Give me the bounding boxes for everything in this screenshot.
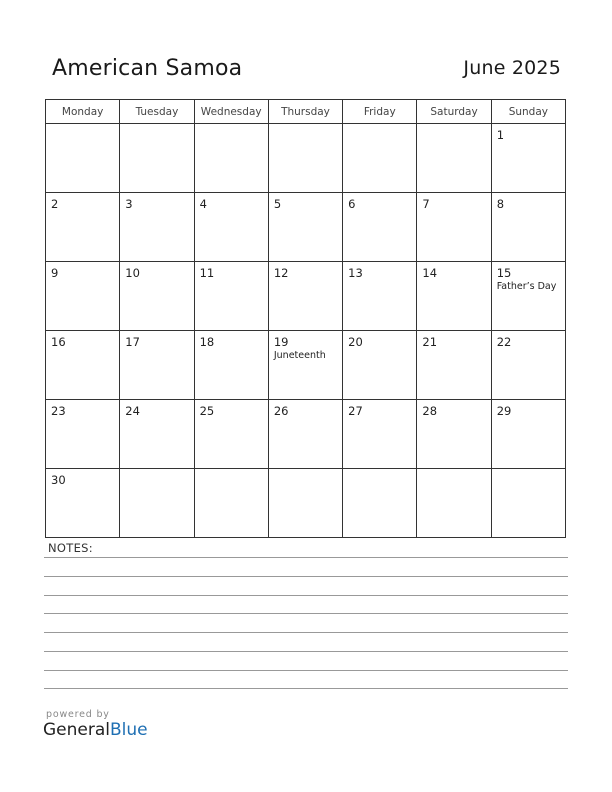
day-cell [194,193,268,262]
day-number: 18 [199,335,215,349]
day-cell [343,124,417,193]
notes-line [44,613,568,614]
day-cell [46,193,120,262]
day-cell [343,331,417,400]
day-cell [46,469,120,538]
week-row [46,124,566,193]
day-cell [46,124,120,193]
day-number: 25 [199,404,215,418]
day-cell [343,400,417,469]
day-number: 12 [273,266,289,280]
day-number: 15 [496,266,512,280]
day-cell [417,469,491,538]
day-number: 3 [125,197,133,211]
day-cell [343,469,417,538]
day-number: 27 [348,404,363,418]
holiday-label: Father’s Day [496,281,557,292]
day-cell [120,400,194,469]
day-cell [491,400,565,469]
calendar-grid [45,99,566,538]
day-cell [194,400,268,469]
calendar-region-title: American Samoa [52,56,243,81]
week-row [46,469,566,538]
weekday-header: Saturday [417,100,491,124]
notes-line [44,595,568,596]
week-row [46,331,566,400]
day-number: 17 [125,335,140,349]
day-cell [268,469,342,538]
day-number: 11 [199,266,215,280]
day-cell [268,124,342,193]
day-cell [491,262,565,331]
week-row [46,193,566,262]
day-cell [194,124,268,193]
weekday-header: Tuesday [120,100,194,124]
day-cell [268,400,342,469]
day-cell [417,400,491,469]
day-number: 5 [273,197,282,211]
day-number: 29 [496,404,512,418]
day-cell [343,262,417,331]
weekday-header: Sunday [491,100,565,124]
week-row [46,262,566,331]
day-cell [343,193,417,262]
notes-line [44,632,568,633]
day-number: 21 [422,335,438,349]
day-cell [194,262,268,331]
day-cell [491,193,565,262]
weekday-header: Monday [46,100,120,124]
weekday-header: Friday [343,100,417,124]
notes-line [44,670,568,671]
day-cell [491,124,565,193]
day-number: 22 [496,335,512,349]
day-number: 9 [51,266,59,280]
day-cell [491,469,565,538]
day-cell [417,124,491,193]
day-cell [417,193,491,262]
week-row [46,400,566,469]
weekday-header: Thursday [268,100,342,124]
day-number: 16 [51,335,66,349]
day-number: 26 [273,404,289,418]
day-cell [268,262,342,331]
day-number: 6 [348,197,356,211]
day-cell [120,262,194,331]
day-cell [194,331,268,400]
day-cell [46,331,120,400]
notes-line [44,557,568,558]
day-cell [120,331,194,400]
day-cell [491,331,565,400]
weekday-header: Wednesday [194,100,268,124]
day-cell [268,193,342,262]
day-number: 8 [496,197,505,211]
notes-label: NOTES: [48,541,93,555]
day-cell [417,331,491,400]
day-number: 14 [422,266,438,280]
day-cell [268,331,342,400]
day-number: 20 [348,335,363,349]
brand-logo-blue: Blue [110,720,148,740]
day-cell [120,469,194,538]
day-cell [417,262,491,331]
day-cell [194,469,268,538]
day-number: 10 [125,266,140,280]
weekday-header-row [46,100,566,124]
day-number: 2 [51,197,59,211]
day-cell [120,193,194,262]
day-number: 4 [199,197,207,211]
day-number: 1 [496,128,505,142]
powered-by-text: powered by [46,709,110,720]
brand-logo-general: General [43,720,110,740]
day-number: 7 [422,197,430,211]
holiday-label: Juneteenth [273,350,326,361]
day-cell [46,400,120,469]
brand-logo [43,720,148,740]
calendar-month-title: June 2025 [463,57,561,79]
day-cell [46,262,120,331]
notes-line [44,688,568,689]
notes-line [44,651,568,652]
day-number: 19 [273,335,289,349]
day-number: 13 [348,266,363,280]
day-number: 23 [51,404,66,418]
day-cell [120,124,194,193]
day-number: 28 [422,404,438,418]
day-number: 30 [51,473,66,487]
day-number: 24 [125,404,140,418]
notes-line [44,576,568,577]
